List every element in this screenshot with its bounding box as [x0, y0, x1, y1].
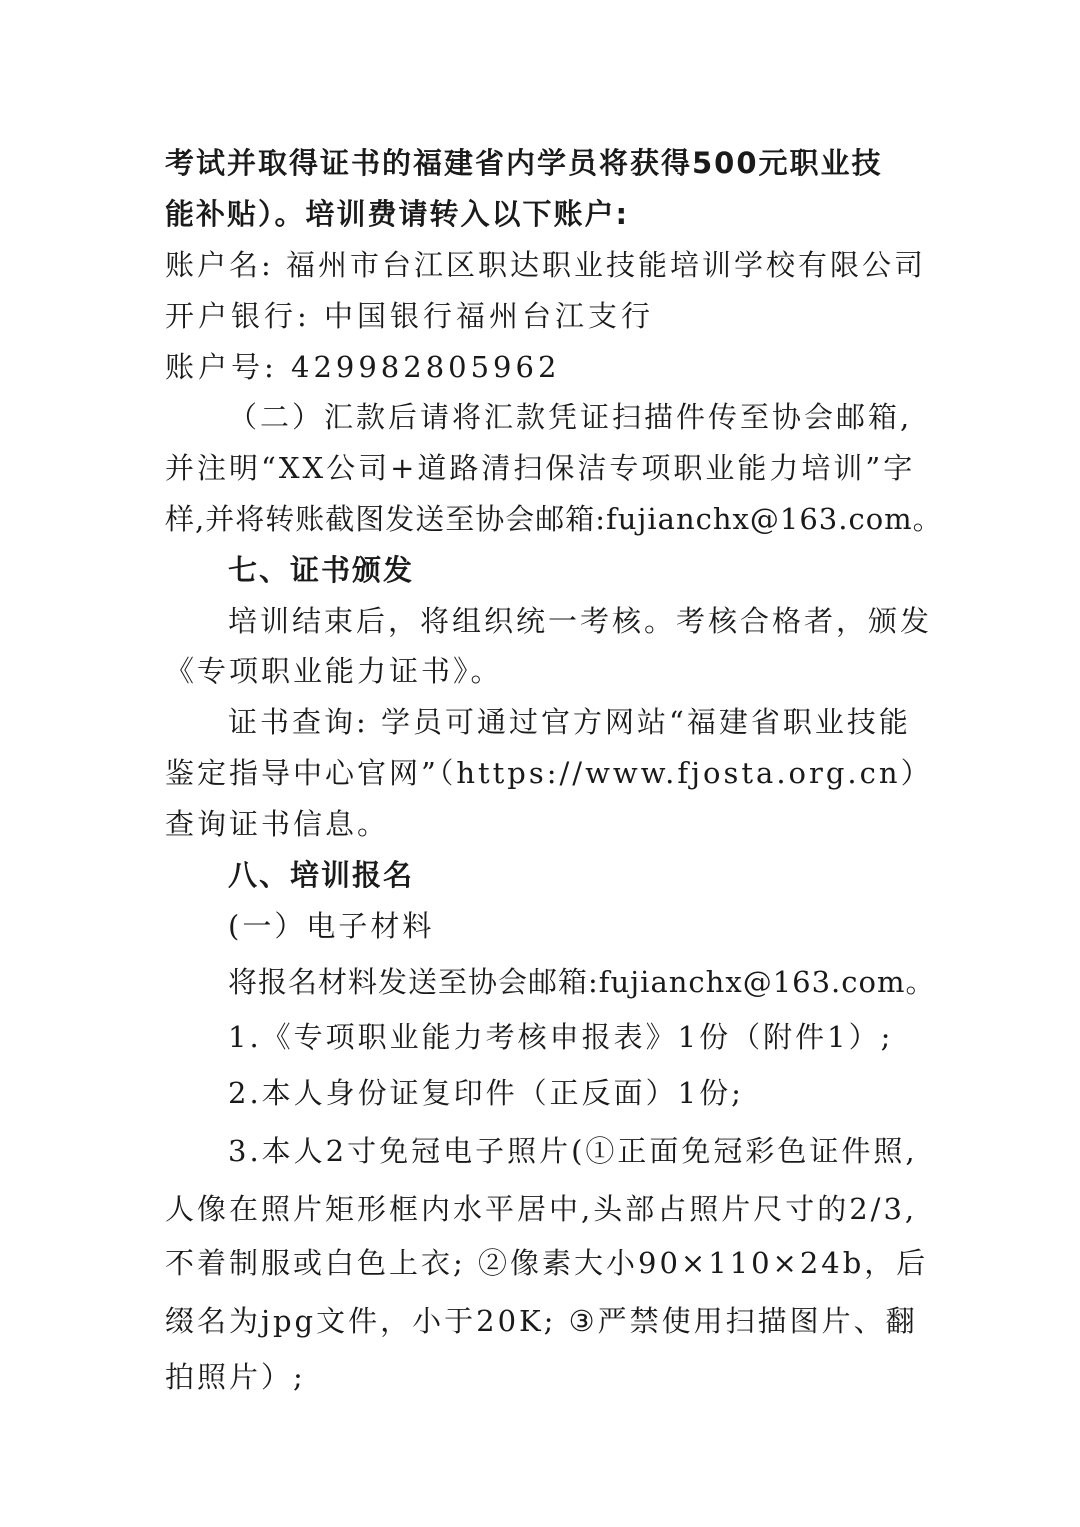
subsection-heading: (一）电子材料 — [228, 909, 435, 943]
section-heading-registration: 八、培训报名 — [228, 858, 415, 892]
paragraph-line: 查询证书信息。 — [165, 807, 390, 841]
list-item: 1.《专项职业能力考核申报表》1份（附件1）; — [228, 1020, 894, 1054]
paragraph-line: 不着制服或白色上衣; ②像素大小90×110×24b，后 — [165, 1246, 929, 1280]
paragraph-line: 考试并取得证书的福建省内学员将获得500元职业技 — [165, 146, 883, 180]
bank-line: 开户银行: 中国银行福州台江支行 — [165, 299, 654, 333]
paragraph-line: 人像在照片矩形框内水平居中,头部占照片尺寸的2/3, — [165, 1192, 918, 1226]
list-item: 2.本人身份证复印件（正反面）1份; — [228, 1076, 744, 1110]
account-number-line: 账户号: 429982805962 — [165, 350, 561, 384]
paragraph-line: 缀名为jpg文件，小于20K; ③严禁使用扫描图片、翻 — [165, 1304, 918, 1338]
paragraph-line: 培训结束后，将组织统一考核。考核合格者，颁发 — [228, 604, 933, 638]
email-line: 将报名材料发送至协会邮箱:fujianchx@163.com。 — [228, 965, 936, 999]
website-line: 鉴定指导中心官网”（https://www.fjosta.org.cn） — [165, 756, 933, 790]
account-name-line: 账户名: 福州市台江区职达职业技能培训学校有限公司 — [165, 248, 926, 282]
paragraph-line: 能补贴）。培训费请转入以下账户: — [165, 197, 630, 231]
email-line: 样,并将转账截图发送至协会邮箱:fujianchx@163.com。 — [165, 502, 943, 536]
paragraph-line: 证书查询: 学员可通过官方网站“福建省职业技能 — [228, 705, 911, 739]
list-item: 3.本人2寸免冠电子照片(①正面免冠彩色证件照, — [228, 1134, 918, 1168]
paragraph-line: 拍照片）; — [165, 1360, 306, 1394]
paragraph-line: （二）汇款后请将汇款凭证扫描件传至协会邮箱, — [228, 400, 913, 434]
paragraph-line: 并注明“XX公司+道路清扫保洁专项职业能力培训”字 — [165, 451, 916, 485]
section-heading-certificate: 七、证书颁发 — [228, 553, 415, 587]
paragraph-line: 《专项职业能力证书》。 — [165, 654, 503, 688]
